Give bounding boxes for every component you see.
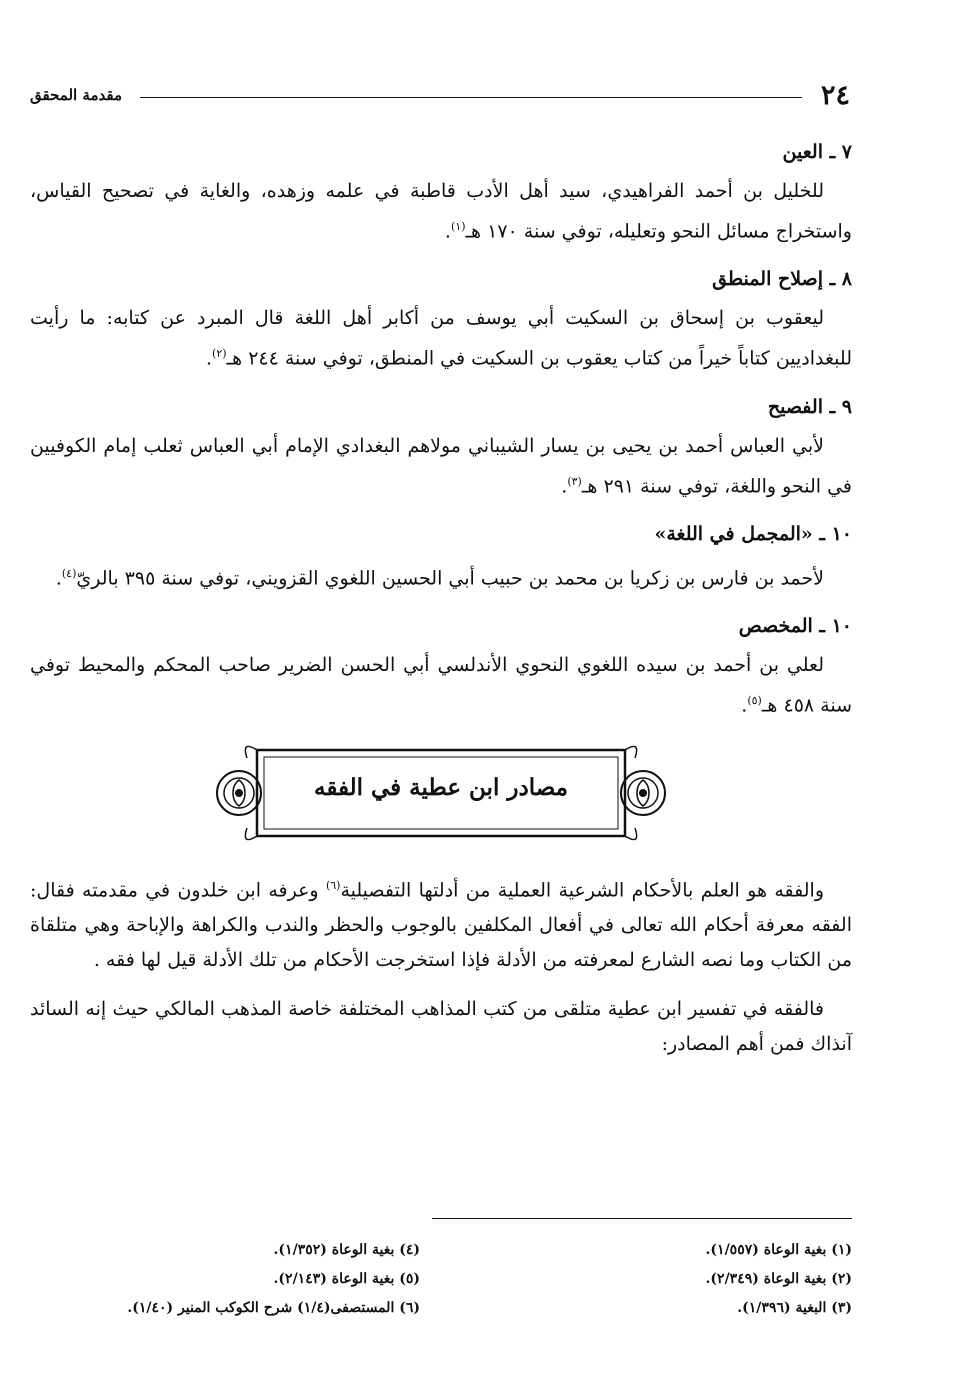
footnote: (٥) بغية الوعاة (٢/١٤٣).: [273, 1271, 420, 1287]
entry-heading: ١٠ ـ «المجمل في اللغة»: [654, 522, 852, 545]
footnote: (٣) البغية (١/٣٩٦).: [737, 1300, 852, 1316]
entry-heading: ٧ ـ العين: [782, 141, 852, 163]
entry-heading: ٩ ـ الفصيح: [767, 395, 852, 418]
footnotes-column-left: [30, 1236, 420, 1323]
section-paragraph: فالفقه في تفسير ابن عطية متلقى من كتب المذاهب المختلفة خاصة المذهب المالكي حيث إنه السائد آنذاك فمن أهم المصادر:: [30, 997, 852, 1055]
footnote-rule: [432, 1218, 852, 1219]
footnote: (٦) المستصفى(١/٤) شرح الكوكب المنير (١/٤٠).: [127, 1300, 420, 1316]
footnotes-column-right: [462, 1236, 852, 1323]
footnote-ref[interactable]: (١): [450, 220, 466, 233]
entry-text: للخليل بن أحمد الفراهيدي، سيد أهل الأدب قاطبة في علمه وزهده، والغاية في تصحيح القياس، واستخراج مسائل النحو وتعليله، توفي سنة ١٧٠ هـ$^{(١)}$.: [30, 180, 852, 243]
section-title-frame: [211, 738, 671, 848]
page-content: [30, 136, 852, 1076]
entry-text: لعلي بن أحمد بن سيده اللغوي النحوي الأندلسي أبي الحسن الضرير صاحب المحكم والمحيط توفي سنة ٤٥٨ هـ$^{(٥)}$.: [30, 654, 852, 717]
entry-text: لأبي العباس أحمد بن يحيى بن يسار الشيباني مولاهم البغدادي الإمام أبي العباس ثعلب إمام الكوفيين في النحو واللغة، توفي سنة ٢٩١ هـ$^{(٣)}$.: [30, 434, 852, 497]
page-header: [30, 80, 850, 114]
footnote-ref[interactable]: (٤): [61, 566, 77, 580]
footnote-ref[interactable]: (٢): [212, 347, 227, 361]
entry-heading: ١٠ ـ المخصص: [738, 615, 852, 638]
running-title: مقدمة المحقق: [30, 86, 122, 104]
page-number: ٢٤: [820, 80, 850, 111]
entry-text: لأحمد بن فارس بن زكريا بن محمد بن حبيب أبي الحسين اللغوي القزويني، توفي سنة ٣٩٥ بالريّ$^{(٤)}$.: [55, 566, 824, 590]
footnote: (٢) بغية الوعاة (٢/٣٤٩).: [705, 1271, 852, 1287]
footnote-ref[interactable]: (٦): [325, 878, 341, 892]
section-title: مصادر ابن عطية في الفقه: [314, 773, 568, 801]
header-rule: [140, 97, 802, 98]
footnote-ref[interactable]: (٥): [747, 694, 762, 708]
entry-heading: ٨ ـ إصلاح المنطق: [712, 268, 852, 291]
footnote: (٤) بغية الوعاة (١/٣٥٢).: [273, 1242, 420, 1258]
footnote: (١) بغية الوعاة (١/٥٥٧).: [705, 1242, 852, 1258]
section-paragraph: والفقه هو العلم بالأحكام الشرعية العملية من أدلتها التفصيلية$^{(٦)}$ وعرفه ابن خلدون في مقدمته فقال: الفقه معرفة أحكام الله تعالى في أفعال المكلفين بالوجوب والحظر والندب والكراهة والإباحة وهي متلقاة من الكتاب وما نصه الشارع لمعرفته من الأدلة فإذا استخرجت الأحكام من تلك الأدلة قيل لها فقه .: [30, 878, 852, 971]
footnotes: [60, 1236, 852, 1336]
footnote-ref[interactable]: (٣): [567, 474, 582, 488]
entry-text: ليعقوب بن إسحاق بن السكيت أبي يوسف من أكابر أهل اللغة قال المبرد عن كتابه: ما رأيت للبغداديين كتاباً خيراً من كتاب يعقوب بن السكيت في المنطق، توفي سنة ٢٤٤ هـ$^{(٢)}$.: [30, 307, 852, 370]
